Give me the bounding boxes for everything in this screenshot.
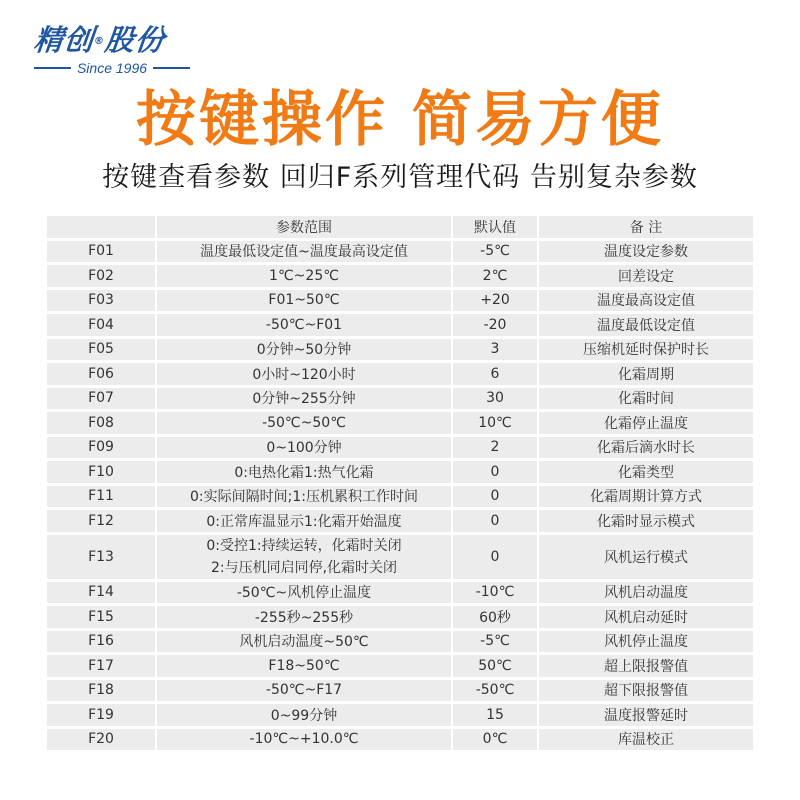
cell-range-line: 2:与压机同启同停,化霜时关闭 xyxy=(210,559,398,576)
header-default: 默认值 xyxy=(453,216,539,238)
cell-note: 库温校正 xyxy=(539,729,753,751)
table-row xyxy=(47,535,753,579)
table-row xyxy=(47,680,753,702)
cell-code: F07 xyxy=(47,388,157,410)
registered-mark: ® xyxy=(93,36,106,47)
cell-range xyxy=(157,535,453,579)
cell-range: 0分钟~50分钟 xyxy=(157,339,453,361)
cell-note: 化霜时间 xyxy=(539,388,753,410)
cell-note: 风机停止温度 xyxy=(539,631,753,653)
cell-range: -50℃~F17 xyxy=(157,680,453,702)
cell-note: 化霜时显示模式 xyxy=(539,510,753,532)
cell-note: 风机运行模式 xyxy=(539,535,753,579)
cell-code: F05 xyxy=(47,339,157,361)
cell-default: 60秒 xyxy=(453,606,539,628)
cell-default: 2 xyxy=(453,437,539,459)
cell-code: F10 xyxy=(47,461,157,483)
table-body xyxy=(47,241,753,751)
table-row xyxy=(47,461,753,483)
cell-range: 1℃~25℃ xyxy=(157,265,453,287)
header-note: 备 注 xyxy=(539,216,753,238)
cell-default: 3 xyxy=(453,339,539,361)
cell-default: 30 xyxy=(453,388,539,410)
cell-code: F13 xyxy=(47,535,157,579)
cell-note: 化霜周期计算方式 xyxy=(539,486,753,508)
cell-code: F12 xyxy=(47,510,157,532)
cell-range: -255秒~255秒 xyxy=(157,606,453,628)
cell-default: 50℃ xyxy=(453,655,539,677)
cell-code: F08 xyxy=(47,412,157,434)
cell-note: 化霜类型 xyxy=(539,461,753,483)
parameter-table xyxy=(47,213,753,753)
cell-range: F18~50℃ xyxy=(157,655,453,677)
cell-default: -20 xyxy=(453,314,539,336)
cell-code: F01 xyxy=(47,241,157,263)
cell-range: F01~50℃ xyxy=(157,290,453,312)
cell-default: -5℃ xyxy=(453,631,539,653)
cell-note: 温度报警延时 xyxy=(539,704,753,726)
table-row xyxy=(47,704,753,726)
cell-note: 温度最高设定值 xyxy=(539,290,753,312)
table-row xyxy=(47,290,753,312)
cell-default: -5℃ xyxy=(453,241,539,263)
cell-note: 化霜后滴水时长 xyxy=(539,437,753,459)
cell-range: 0~99分钟 xyxy=(157,704,453,726)
cell-default: 0 xyxy=(453,535,539,579)
cell-default: -50℃ xyxy=(453,680,539,702)
brand-since-text: Since 1996 xyxy=(76,60,148,76)
cell-range: 0小时~120小时 xyxy=(157,363,453,385)
table-row xyxy=(47,729,753,751)
header-code xyxy=(47,216,157,238)
cell-note: 超上限报警值 xyxy=(539,655,753,677)
table-row xyxy=(47,606,753,628)
header-range: 参数范围 xyxy=(157,216,453,238)
cell-default: 2℃ xyxy=(453,265,539,287)
table-row xyxy=(47,437,753,459)
table-row xyxy=(47,314,753,336)
cell-note: 温度最低设定值 xyxy=(539,314,753,336)
cell-default: 0 xyxy=(453,461,539,483)
brand-logo xyxy=(34,22,190,76)
brand-rule-left xyxy=(34,67,71,69)
cell-note: 超下限报警值 xyxy=(539,680,753,702)
cell-note: 化霜停止温度 xyxy=(539,412,753,434)
cell-range: 0:正常库温显示1:化霜开始温度 xyxy=(157,510,453,532)
table-row xyxy=(47,363,753,385)
table-row xyxy=(47,655,753,677)
brand-name-main: 精创 xyxy=(32,23,96,57)
cell-code: F09 xyxy=(47,437,157,459)
cell-note: 压缩机延时保护时长 xyxy=(539,339,753,361)
cell-code: F16 xyxy=(47,631,157,653)
cell-range-line: 0:受控1:持续运转，化霜时关闭 xyxy=(206,537,402,554)
cell-range: -50℃~F01 xyxy=(157,314,453,336)
table-row xyxy=(47,241,753,263)
brand-name xyxy=(32,22,192,58)
cell-code: F17 xyxy=(47,655,157,677)
cell-note: 回差设定 xyxy=(539,265,753,287)
table-row xyxy=(47,388,753,410)
cell-range: 温度最低设定值~温度最高设定值 xyxy=(157,241,453,263)
headline: 按键操作 简易方便 xyxy=(136,85,664,155)
table-row xyxy=(47,582,753,604)
cell-default: 0 xyxy=(453,510,539,532)
cell-default: 6 xyxy=(453,363,539,385)
brand-since xyxy=(34,60,190,76)
cell-code: F11 xyxy=(47,486,157,508)
cell-code: F14 xyxy=(47,582,157,604)
subheadline: 按键查看参数 回归F系列管理代码 告别复杂参数 xyxy=(102,162,698,193)
cell-range: 0:电热化霜1:热气化霜 xyxy=(157,461,453,483)
cell-default: -10℃ xyxy=(453,582,539,604)
cell-code: F02 xyxy=(47,265,157,287)
cell-range: 0~100分钟 xyxy=(157,437,453,459)
cell-note: 风机启动延时 xyxy=(539,606,753,628)
brand-rule-right xyxy=(153,67,190,69)
cell-default: 0 xyxy=(453,486,539,508)
table-row xyxy=(47,486,753,508)
cell-note: 风机启动温度 xyxy=(539,582,753,604)
cell-range: 风机启动温度~50℃ xyxy=(157,631,453,653)
cell-range: 0:实际间隔时间;1:压机累积工作时间 xyxy=(157,486,453,508)
cell-code: F19 xyxy=(47,704,157,726)
cell-code: F20 xyxy=(47,729,157,751)
cell-code: F15 xyxy=(47,606,157,628)
table-header-row xyxy=(47,216,753,238)
table-row xyxy=(47,510,753,532)
table-row xyxy=(47,265,753,287)
cell-range: -50℃~风机停止温度 xyxy=(157,582,453,604)
cell-code: F18 xyxy=(47,680,157,702)
cell-range: -10℃~+10.0℃ xyxy=(157,729,453,751)
table-row xyxy=(47,412,753,434)
cell-note: 温度设定参数 xyxy=(539,241,753,263)
cell-default: 0℃ xyxy=(453,729,539,751)
cell-default: 15 xyxy=(453,704,539,726)
brand-name-suffix: 股份 xyxy=(103,23,167,57)
table-row xyxy=(47,631,753,653)
cell-default: +20 xyxy=(453,290,539,312)
cell-code: F03 xyxy=(47,290,157,312)
cell-code: F04 xyxy=(47,314,157,336)
cell-code: F06 xyxy=(47,363,157,385)
table-row xyxy=(47,339,753,361)
cell-range: -50℃~50℃ xyxy=(157,412,453,434)
cell-note: 化霜周期 xyxy=(539,363,753,385)
cell-range: 0分钟~255分钟 xyxy=(157,388,453,410)
cell-default: 10℃ xyxy=(453,412,539,434)
